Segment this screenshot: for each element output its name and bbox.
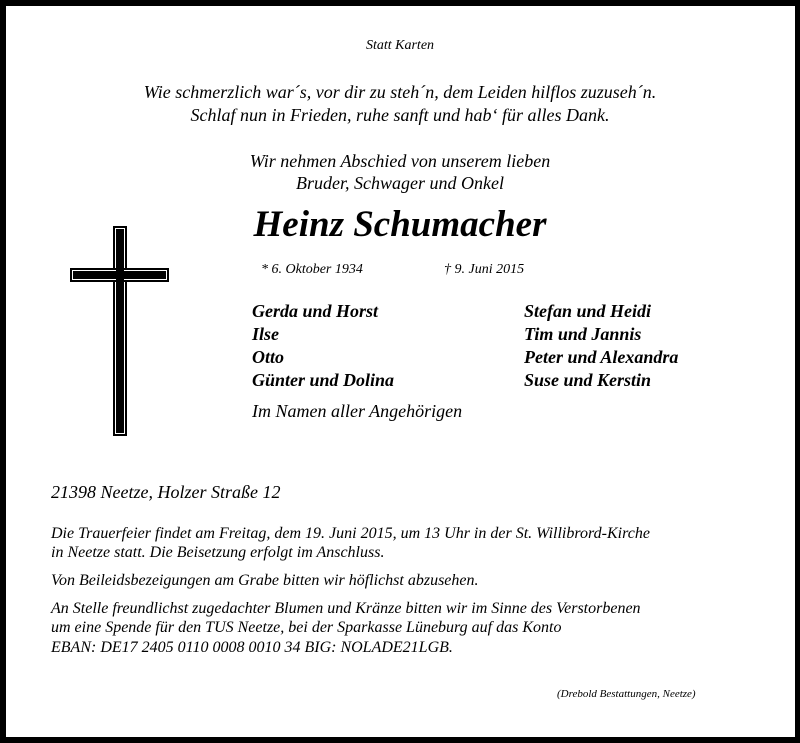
mourner-right-3: Peter und Alexandra	[524, 347, 679, 367]
bank-details: EBAN: DE17 2405 0110 0008 0010 34 BIG: NOLADE21LGB.	[51, 639, 453, 656]
cross-center	[116, 270, 124, 280]
mourner-right-1: Stefan und Heidi	[524, 301, 652, 321]
mourner-right-4: Suse und Kerstin	[524, 370, 652, 390]
ceremony-line-2: in Neetze statt. Die Beisetzung erfolgt im Anschluss.	[51, 544, 385, 561]
donation-line-1: An Stelle freundlichst zugedachter Blumen und Kränze bitten wir im Sinne des Verstorbenen	[51, 600, 641, 617]
mourner-left-1: Gerda und Horst	[252, 301, 379, 321]
mourner-left-2: Ilse	[252, 324, 279, 344]
deceased-name: Heinz Schumacher	[253, 204, 547, 245]
condolence-line: Von Beileidsbezeigungen am Grabe bitten wir höflichst abzusehen.	[51, 572, 479, 589]
birth-date: * 6. Oktober 1934	[261, 262, 363, 277]
poem-line-2: Schlaf nun in Frieden, ruhe sanft und hab‘ für alles Dank.	[190, 105, 610, 125]
ceremony-line-1: Die Trauerfeier findet am Freitag, dem 19. Juni 2015, um 13 Uhr in der St. Willibrord-Kirche	[51, 525, 650, 542]
poem-line-1: Wie schmerzlich war´s, vor dir zu steh´n, dem Leiden hilflos zuzuseh´n.	[143, 82, 657, 102]
statt-karten: Statt Karten	[365, 38, 435, 53]
donation-line-2: um eine Spende für den TUS Neetze, bei der Sparkasse Lüneburg auf das Konto	[51, 619, 562, 636]
farewell-line-1: Wir nehmen Abschied von unserem lieben	[249, 151, 551, 171]
mourner-left-4: Günter und Dolina	[252, 370, 395, 390]
address: 21398 Neetze, Holzer Straße 12	[51, 482, 281, 502]
mourner-left-3: Otto	[252, 347, 285, 367]
mourner-right-2: Tim und Jannis	[524, 324, 642, 344]
death-date: † 9. Juni 2015	[444, 262, 525, 277]
cross-vertical-beam	[113, 226, 127, 436]
farewell-line-2: Bruder, Schwager und Onkel	[296, 173, 504, 193]
undertaker-credit: (Drebold Bestattungen, Neetze)	[557, 688, 696, 700]
closing-line: Im Namen aller Angehörigen	[252, 401, 463, 421]
